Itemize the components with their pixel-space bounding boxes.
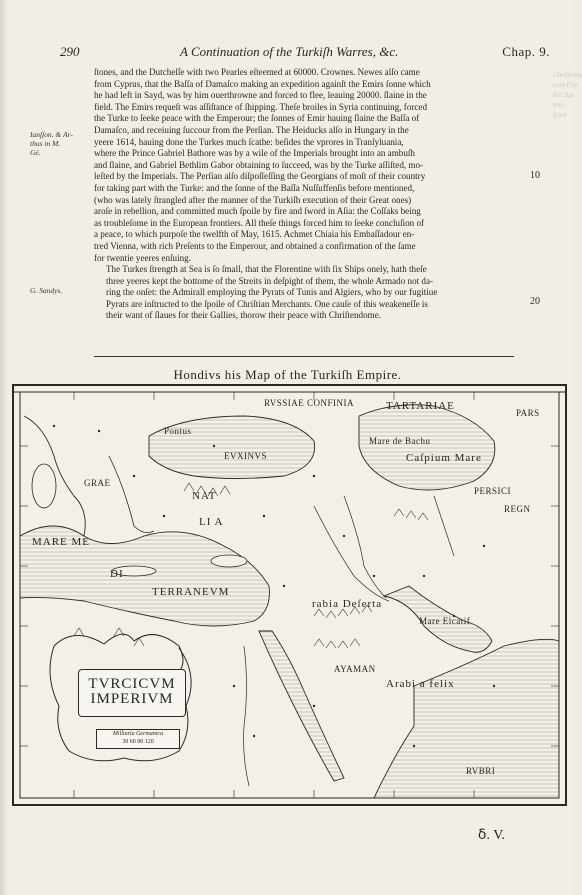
- chapter-label: Chap. 9.: [502, 44, 550, 59]
- text-line: their want of ſlaues for their Gallies, thorow their peace with Chriſtendome.: [106, 310, 382, 321]
- map-label: AYAMAN: [334, 664, 376, 674]
- page-number: 290: [60, 44, 80, 59]
- map-label: PARS: [516, 408, 540, 418]
- map-label: Mare de Bachu: [369, 436, 431, 446]
- text-line: Damaſco, and receiuing ſuccour from the Perſian. The Heiducks alſo in Hungary in the: [94, 124, 409, 135]
- text-line: and ſlaine, and Gabriel Bethlim Gabor obtaining to ſucceed, was by the Turke aſſiſted, mo-: [94, 159, 424, 170]
- text-line: (who was lately ſtrangled after the manner of the Turkiſh execution of their Great ones): [94, 194, 412, 205]
- text-line: for taking part with the Turke: and the ſonne of the Baſſa Nuſſuffenſis before mentioned,: [94, 182, 415, 193]
- map-label: Mare Elcatif: [419, 616, 471, 626]
- text-line: three yeeres kept the bottome of the Streits in deſpight of them, the whole Armado not da-: [106, 275, 434, 286]
- margin-note-line: thus in M.: [30, 139, 61, 148]
- cartouche-title-line: IMPERIVM: [90, 691, 174, 707]
- map-label: Pontus: [164, 426, 192, 436]
- margin-note-sources: [30, 130, 73, 157]
- text-line: yeere 1614, hauing done the Turkes much ſcathe: beſides the vprores in Tranſyluania,: [94, 136, 404, 147]
- text-line: Pyrats are inſtructed to the ſpoile of Chriſtian Merchants. One cauſe of this weakeneſſe is: [106, 298, 428, 309]
- text-line: ſtones, and the Dutcheſſe with two Pearles eſteemed at 60000. Crownes. Newes alſo came: [94, 67, 420, 77]
- margin-note-line: Gé.: [30, 148, 41, 157]
- text-line: for twentie yeeres enſuing.: [94, 252, 191, 263]
- map-label: DI: [110, 568, 124, 580]
- map-label: LI A: [199, 516, 224, 528]
- map-label: RVSSIAE CONFINIA: [264, 398, 355, 408]
- map-label: NAT: [192, 490, 217, 502]
- map-scale-bar: [96, 729, 180, 749]
- map-label: GRAE: [84, 478, 111, 488]
- line-number: 10: [530, 170, 540, 181]
- page-gutter-shadow: [0, 0, 8, 895]
- text-line: tred Vienna, with rich Preſents to the Emperour, and obtained a confirmation of the ſame: [94, 240, 416, 251]
- map-label: RVBRI: [466, 766, 496, 776]
- text-line: a peace, to which purpoſe the twelfth of May, 1615. Achmet Chiaia his Embaſſadour en-: [94, 229, 415, 240]
- text-line: aroſe in rebellion, and committed much ſpoile by fire and ſword in Aſia: the Coſſaks being: [94, 206, 421, 217]
- map-cartouche: [66, 641, 196, 751]
- paragraph: [94, 264, 514, 322]
- map-label: rabia Deſerta: [312, 598, 383, 610]
- scale-label: Milliaria Germanica: [112, 731, 164, 737]
- map-label: TARTARIAE: [386, 400, 455, 412]
- text-line: he had left in Sayd, was by him ouerthrowne and forced to flee, leauing 20000. ſlaine in the: [94, 90, 427, 101]
- body-text: [94, 67, 514, 322]
- map-label: Caſpium Mare: [406, 452, 482, 464]
- cartouche-title-line: TVRCICVM: [88, 676, 176, 692]
- text-line: field. The Emirs requeſt was aſſiſtance of ſhipping. Theſe broiles in Syria continuing, forced: [94, 101, 428, 112]
- text-line: ring the onſet: the Admirall employing the Pyrats of Tunis and Algiers, who by our fugitiue: [106, 287, 438, 298]
- map-engraving: [12, 384, 567, 806]
- divider-rule: [94, 356, 514, 357]
- map-label: Arabi a felix: [386, 678, 455, 690]
- map-title: Hondivs his Map of the Turkiſh Empire.: [173, 367, 402, 382]
- cartouche-title: [78, 669, 186, 717]
- text-line: as troubleſome in the European frontiers. All theſe things forced him to ſeeke concluſion of: [94, 217, 425, 228]
- paragraph: [94, 67, 514, 264]
- map-label: REGN: [504, 504, 531, 514]
- line-number: 20: [530, 296, 540, 307]
- text-line: The Turkes ſtrength at Sea is ſo ſmall, that the Florentine with ſix Ships onely, hath theſe: [106, 264, 427, 275]
- text-line: the Turke to ſeeke peace with the Emperour; the ſonnes of Emir hauing ſlaine the Baſſa of: [94, 113, 420, 124]
- map-label: EVXINVS: [224, 451, 267, 461]
- signature-mark: ẟ. V.: [477, 828, 505, 843]
- margin-note-line: Ianſſon. & Ar-: [30, 130, 73, 139]
- text-line: where the Prince Gabriel Bathore was by a wile of the Imperials brought into an ambuſh: [94, 148, 415, 159]
- text-line: from Cyprus, that the Baſſa of Damaſco making an expedition againſt the Emirs ſonne which: [94, 78, 431, 89]
- bleed-through-text: Chriſtiano cum Fra fert Iup toni ſcum: [553, 71, 582, 119]
- map-label: PERSICI: [474, 486, 512, 496]
- scale-numbers: 30 60 90 120: [122, 739, 154, 745]
- margin-note-sandys: G. Sandys.: [30, 286, 63, 295]
- text-line: leſted by the Imperials. The Perſian alſo diſpoſſeſſing the Georgians of moſt of their country: [94, 171, 426, 182]
- map-label: MARE ME: [32, 536, 91, 548]
- page-header: [30, 44, 550, 62]
- running-title: A Continuation of the Turkiſh Warres, &c.: [180, 44, 399, 59]
- map-label: TERRANEVM: [152, 586, 230, 598]
